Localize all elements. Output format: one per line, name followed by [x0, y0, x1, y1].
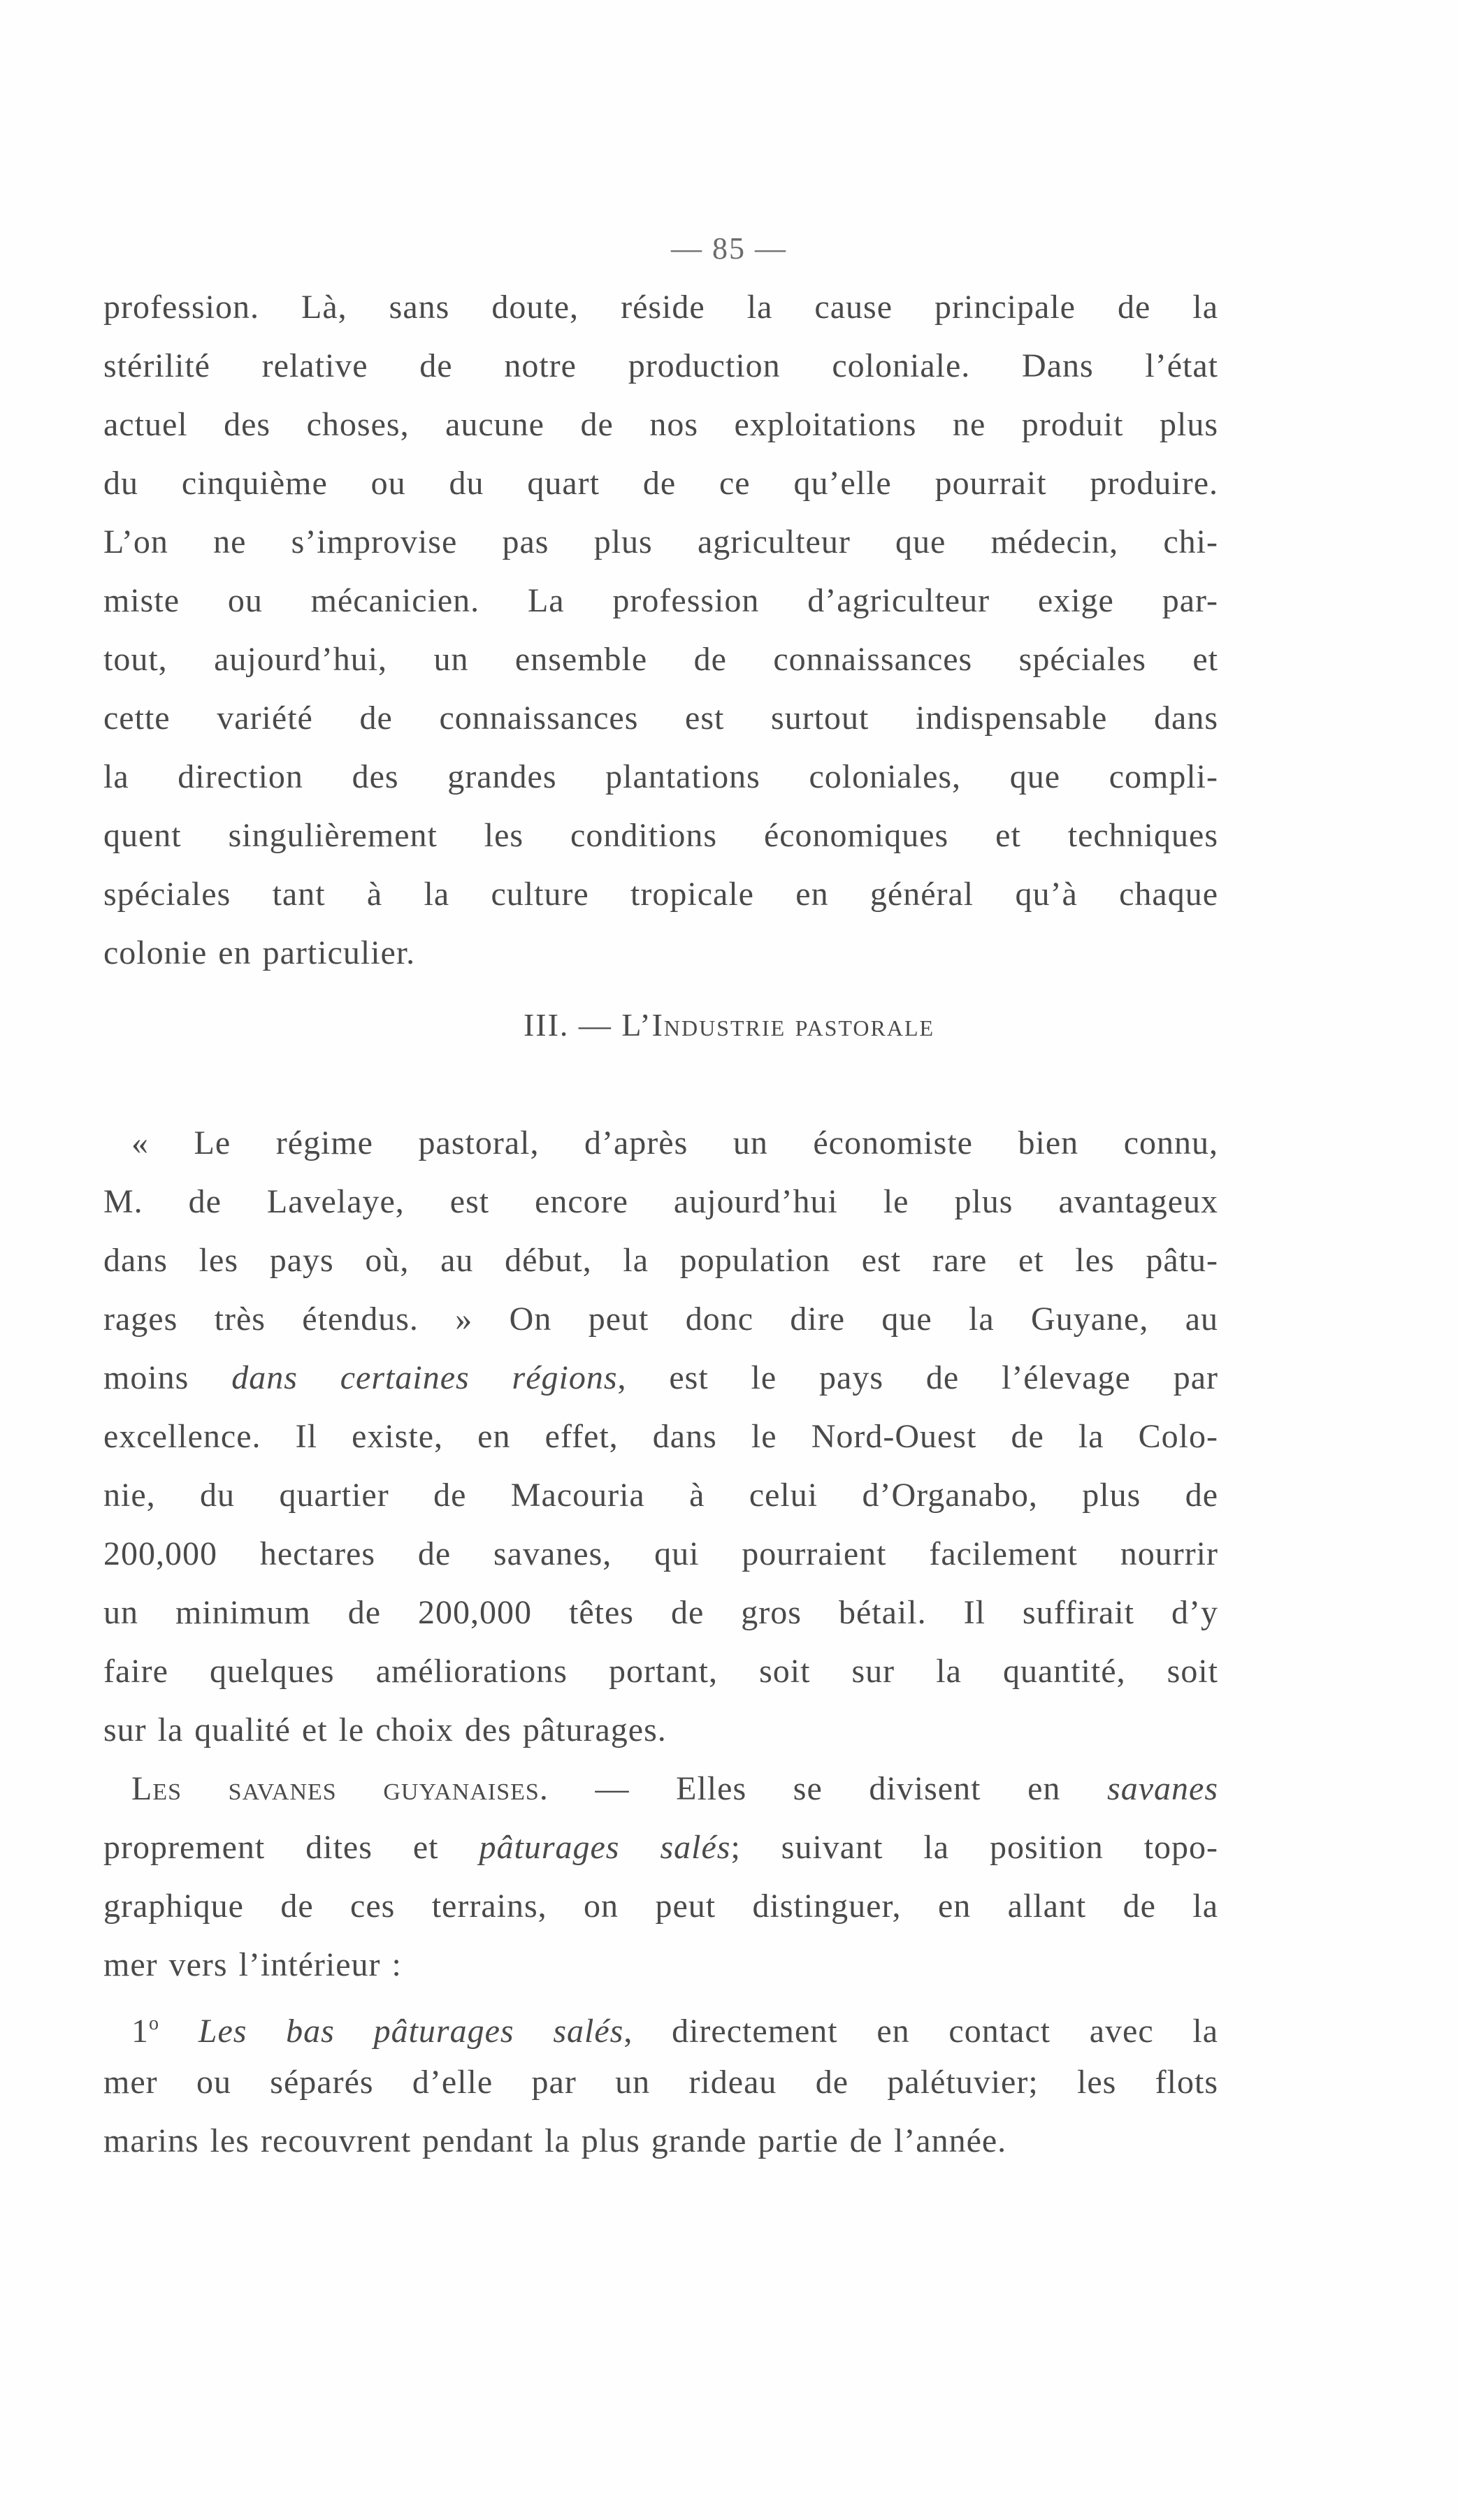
paragraph-bas-paturages: [103, 1994, 1218, 2171]
paragraph-savanes: [103, 1760, 1218, 1994]
text-line: graphique de ces terrains, on peut distinguer, en allant de la: [103, 1888, 1218, 1925]
italic-phrase: pâturages salés: [479, 1829, 731, 1866]
text-run: — Elles se divisent en: [548, 1770, 1108, 1807]
text-line: sur la qualité et le choix des pâturages.: [103, 1711, 667, 1748]
text-line: nie, du quartier de Macouria à celui d’Organabo, plus de: [103, 1477, 1218, 1514]
text-line: colonie en particulier.: [103, 934, 416, 971]
ordinal-superscript: o: [149, 2013, 159, 2034]
text-line: [103, 1349, 1218, 1407]
text-run: , directement en contact avec la: [623, 2013, 1219, 2050]
section-numeral: III. —: [523, 1007, 612, 1043]
text-line: [103, 1994, 1218, 2053]
italic-phrase: savanes: [1107, 1770, 1219, 1807]
section-title: L’Industrie pastorale: [621, 1007, 935, 1043]
text-line: stérilité relative de notre production coloniale. Dans l’état: [103, 347, 1218, 384]
text-line: dans les pays où, au début, la population est rare et les pâtu-: [103, 1242, 1218, 1279]
text-line: « Le régime pastoral, d’après un économiste bien connu,: [131, 1124, 1218, 1161]
text-line: mer vers l’intérieur :: [103, 1946, 402, 1983]
italic-phrase: Les bas pâturages salés: [198, 2013, 624, 2050]
text-line: miste ou mécanicien. La profession d’agriculteur exige par-: [103, 582, 1218, 619]
section-heading: [0, 1006, 1458, 1043]
text-line: faire quelques améliorations portant, soit sur la quantité, soit: [103, 1653, 1218, 1690]
italic-phrase: dans certaines régions: [231, 1359, 618, 1396]
text-line: tout, aujourd’hui, un ensemble de connaissances spéciales et: [103, 641, 1218, 678]
text-line: profession. Là, sans doute, réside la cause principale de la: [103, 289, 1218, 326]
list-number: 1: [131, 2013, 149, 2050]
text-line: 200,000 hectares de savanes, qui pourraient facilement nourrir: [103, 1535, 1218, 1572]
text-line: marins les recouvrent pendant la plus grande partie de l’année.: [103, 2122, 1007, 2159]
text-run: moins: [103, 1359, 232, 1396]
text-line: [103, 1760, 1218, 1818]
page-number: — 85 —: [671, 231, 787, 266]
text-line: du cinquième ou du quart de ce qu’elle pourrait produire.: [103, 465, 1218, 502]
text-run: proprement dites et: [103, 1829, 479, 1866]
text-line: M. de Lavelaye, est encore aujourd’hui le plus avantageux: [103, 1183, 1218, 1220]
text-line: L’on ne s’improvise pas plus agriculteur que médecin, chi-: [103, 523, 1218, 560]
text-line: rages très étendus. » On peut donc dire que la Guyane, au: [103, 1301, 1218, 1338]
run-in-heading: Les savanes guyanaises.: [131, 1770, 549, 1807]
text-line: cette variété de connaissances est surtout indispensable dans: [103, 700, 1218, 737]
text-run: , est le pays de l’élevage par: [617, 1359, 1218, 1396]
text-line: quent singulièrement les conditions économiques et techniques: [103, 817, 1218, 854]
text-run: ; suivant la position topo-: [730, 1829, 1219, 1866]
text-line: spéciales tant à la culture tropicale en général qu’à chaque: [103, 876, 1218, 913]
text-line: la direction des grandes plantations coloniales, que compli-: [103, 758, 1218, 795]
text-line: excellence. Il existe, en effet, dans le Nord-Ouest de la Colo-: [103, 1418, 1218, 1455]
text-line: actuel des choses, aucune de nos exploitations ne produit plus: [103, 406, 1218, 443]
text-line: mer ou séparés d’elle par un rideau de palétuvier; les flots: [103, 2064, 1218, 2101]
text-line: [103, 1818, 1218, 1877]
text-line: un minimum de 200,000 têtes de gros bétail. Il suffirait d’y: [103, 1594, 1218, 1631]
paragraph-pastoral: [103, 1114, 1218, 1760]
paragraph-intro: [103, 278, 1218, 983]
